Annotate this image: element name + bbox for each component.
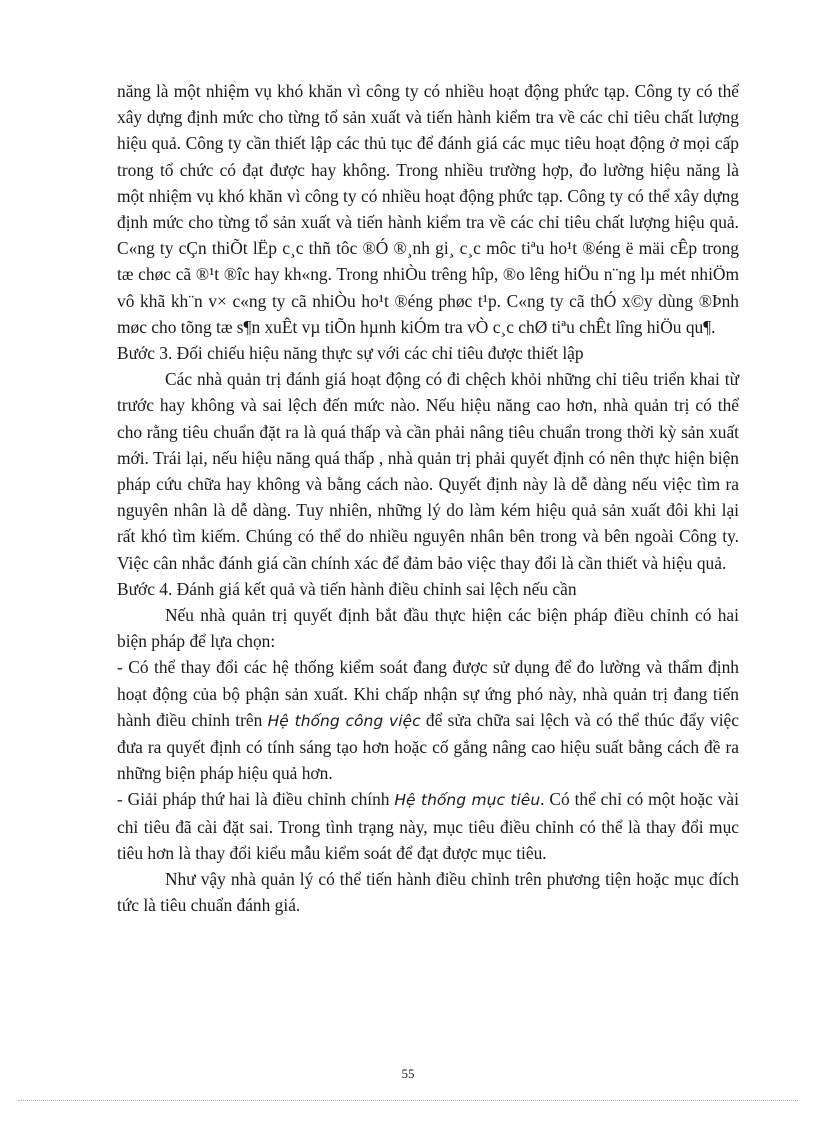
bullet-2-italic-term: Hệ thống mục tiêu xyxy=(394,791,541,810)
document-body xyxy=(117,78,739,919)
paragraph-step-3: Các nhà quản trị đánh giá hoạt động có đi chệch khỏi những chỉ tiêu triển khai từ trước hay không và sai lệch đến mức nào. Nếu hiệu năng cao hơn, nhà quản trị có thể cho rằng tiêu chuẩn đặt ra là quá thấp và cần phải nâng tiêu chuẩn trong thời kỳ sản xuất mới. Trái lại, nếu hiệu năng quá thấp , nhà quản trị phải quyết định có nên thực hiện biện pháp cứu chữa hay không và bằng cách nào. Quyết định này là dễ dàng nếu việc tìm ra nguyên nhân là dễ dàng. Tuy nhiên, những lý do làm kém hiệu quả sản xuất đôi khi lại rất khó tìm kiếm. Chúng có thể do nhiều nguyên nhân bên trong và bên ngoài Công ty. Việc cân nhắc đánh giá cần chính xác để đảm bảo việc thay đổi là cần thiết và hiệu quả. xyxy=(117,369,739,573)
paragraph-step-4: Nếu nhà quản trị quyết định bắt đầu thực hiện các biện pháp điều chỉnh có hai biện pháp để lựa chọn: xyxy=(117,605,739,652)
bullet-1-text-end: để sửa chữa sai lệch và có thể thúc đẩy việc đưa ra quyết định có tính sáng tạo hơn hoặc cố gắng nâng cao hiệu suất bằng cách đề ra những biện pháp hiệu quả hơn. xyxy=(117,709,739,784)
heading-step-4: Bước 4. Đánh giá kết quả và tiến hành điều chỉnh sai lệch nếu cần xyxy=(117,578,577,599)
page-number: 55 xyxy=(401,1066,415,1081)
bullet-option-1 xyxy=(117,654,739,786)
heading-step-3: Bước 3. Đối chiếu hiệu năng thực sự với các chỉ tiêu được thiết lập xyxy=(117,343,584,364)
page-bottom-divider xyxy=(18,1100,798,1101)
bullet-1-text-start: - Có thể thay đổi các hệ thống kiểm soát đang được sử dụng để đo lường và thẩm định hoạt động của bộ phận sản xuất. Khi chấp nhận sự ứng phó này, nhà quản trị đang tiến hành điều chỉnh trên xyxy=(117,657,739,730)
bullet-2-text-end: . Có thể chỉ có một hoặc vài chỉ tiêu đã cài đặt sai. Trong tình trạng này, mục tiêu điều chỉnh có thể là thay đổi mục tiêu hơn là thay đổi kiểu mẫu kiểm soát để đạt được mục tiêu. xyxy=(117,789,739,863)
paragraph-conclusion: Như vậy nhà quản lý có thể tiến hành điều chỉnh trên phương tiện hoặc mục đích tức là tiêu chuẩn đánh giá. xyxy=(117,869,739,916)
bullet-2-text-start: - Giải pháp thứ hai là điều chỉnh chính xyxy=(117,789,395,810)
bullet-1-italic-term: Hệ thống công việc xyxy=(267,711,421,730)
paragraph-intro: năng là một nhiệm vụ khó khăn vì công ty có nhiều hoạt động phức tạp. Công ty có thể xây dựng định mức cho từng tổ sản xuất và tiến hành kiểm tra về các chỉ tiêu chất lượng hiệu quả. Công ty cần thiết lập các thủ tục để đánh giá các mục tiêu hoạt động ở mọi cấp trong tổ chức có đạt được hay không. Trong nhiều trường hợp, đo lường hiệu năng là một nhiệm vụ khó khăn vì công ty có nhiều hoạt động phức tạp. Công ty có thể xây dựng định mức cho từng tổ sản xuất và tiến hành kiểm tra về các chỉ tiêu chất lượng hiệu quả. C«ng ty cÇn thiÕt lËp c¸c thñ tôc ®Ó ®¸nh gi¸ c¸c môc tiªu ho¹t ®éng ë mäi cÊp trong tæ chøc cã ®¹t ®îc hay kh«ng. Trong nhiÒu trêng hîp, ®o lêng hiÖu n¨ng lµ mét nhiÖm vô khã kh¨n v× c«ng ty cã nhiÒu ho¹t ®éng phøc t¹p. C«ng ty cã thÓ x©y dùng ®Þnh møc cho tõng tæ s¶n xuÊt vµ tiÕn hµnh kiÓm tra vÒ c¸c chØ tiªu chÊt lîng hiÖu qu¶. xyxy=(117,81,739,337)
bullet-option-2 xyxy=(117,786,739,866)
